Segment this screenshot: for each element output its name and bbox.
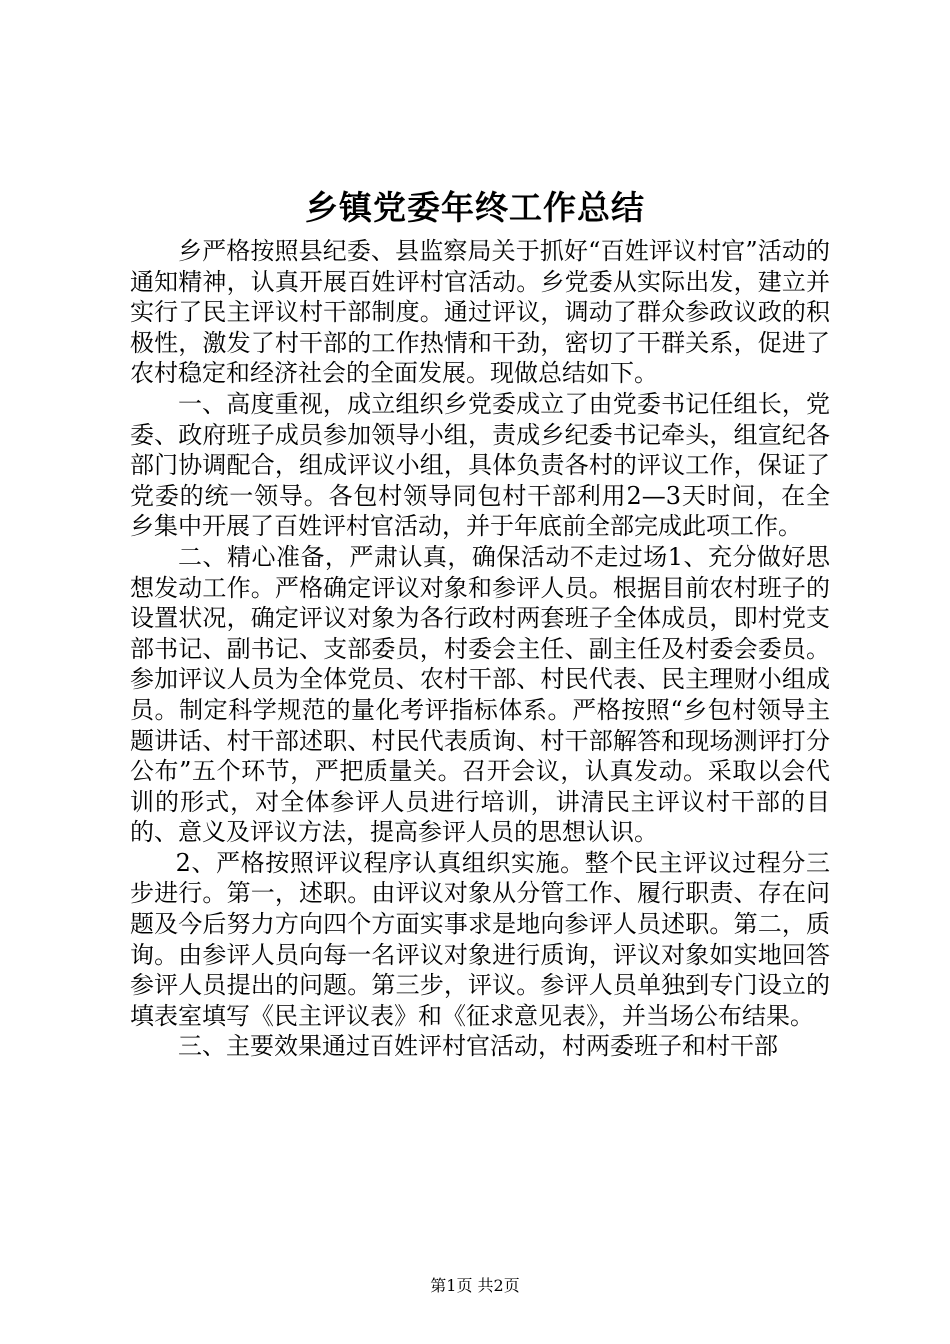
paragraph-intro: 乡严格按照县纪委、县监察局关于抓好“百姓评议村官”活动的通知精神，认真开展百姓评村官活动。乡党委从实际出发，建立并实行了民主评议村干部制度。通过评议，调动了群众参政议政的积极性，激发了村干部的工作热情和干劲，密切了干群关系，促进了农村稳定和经济社会的全面发展。现做总结如下。 xyxy=(130,237,830,388)
document-body xyxy=(130,236,830,1062)
document-title: 乡镇党委年终工作总结 xyxy=(305,188,645,227)
paragraph-section-2: 二、精心准备，严肃认真，确保活动不走过场1、充分做好思想发动工作。严格确定评议对象和参评人员。根据目前农村班子的设置状况，确定评议对象为各行政村两套班子全体成员，即村党支部书记、副书记、支部委员，村委会主任、副主任及村委会委员。参加评议人员为全体党员、农村干部、村民代表、民主理财小组成员。制定科学规范的量化考评指标体系。严格按照“乡包村领导主题讲话、村干部述职、村民代表质询、村干部解答和现场测评打分公布”五个环节，严把质量关。召开会议，认真发动。采取以会代训的形式，对全体参评人员进行培训，讲清民主评议村干部的目的、意义及评议方法，提高参评人员的思想认识。 xyxy=(130,542,830,847)
page-footer: 第1页 共2页 xyxy=(430,1276,520,1295)
paragraph-section-2-item-2: 2、严格按照评议程序认真组织实施。整个民主评议过程分三步进行。第一，述职。由评议对象从分管工作、履行职责、存在问题及今后努力方向四个方面实事求是地向参评人员述职。第二，质询。由参评人员向每一名评议对象进行质询，评议对象如实地回答参评人员提出的问题。第三步，评议。参评人员单独到专门设立的填表室填写《民主评议表》和《征求意见表》，并当场公布结果。 xyxy=(130,848,830,1030)
paragraph-section-1: 一、高度重视，成立组织乡党委成立了由党委书记任组长，党委、政府班子成员参加领导小组，责成乡纪委书记牵头，组宣纪各部门协调配合，组成评议小组，具体负责各村的评议工作，保证了党委的统一领导。各包村领导同包村干部利用2—3天时间，在全乡集中开展了百姓评村官活动，并于年底前全部完成此项工作。 xyxy=(130,389,830,541)
paragraph-section-3: 三、主要效果通过百姓评村官活动，村两委班子和村干部 xyxy=(178,1032,778,1061)
